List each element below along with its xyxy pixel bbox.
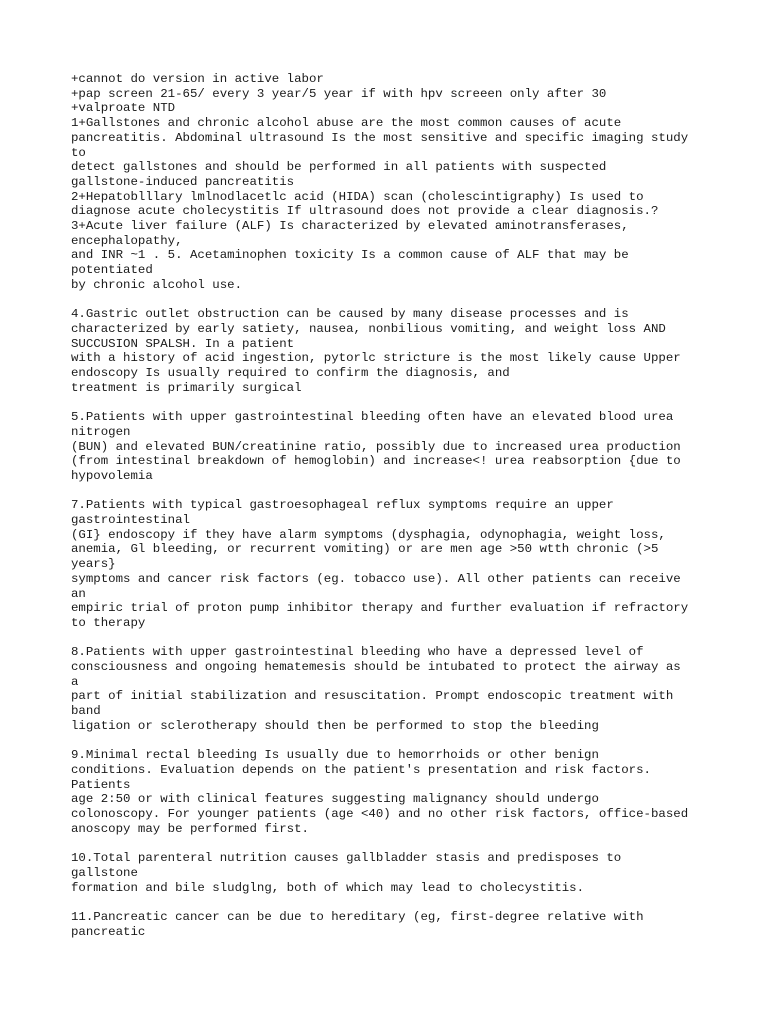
text-line: an (71, 586, 86, 601)
text-line: empiric trial of proton pump inhibitor therapy and further evaluation if refractory (71, 601, 689, 616)
text-line: a (71, 674, 79, 689)
text-line: gastrointestinal (71, 513, 190, 528)
text-line: encephalopathy, (71, 233, 183, 248)
text-line: hypovolemia (71, 468, 153, 483)
text-line: years} (71, 557, 116, 572)
text-line: diagnose acute cholecystitis If ultrasound does not provide a clear diagnosis.? (71, 204, 659, 219)
text-line: anoscopy may be performed first. (71, 821, 309, 836)
text-line: to therapy (71, 615, 146, 630)
text-line: Patients (71, 777, 131, 792)
text-line: pancreatitis. Abdominal ultrasound Is the most sensitive and specific imaging study (71, 130, 689, 145)
text-line: nitrogen (71, 424, 131, 439)
text-line: 11.Pancreatic cancer can be due to hereditary (eg, first-degree relative with (71, 909, 644, 924)
text-line: +cannot do version in active labor (71, 72, 324, 86)
paragraph (71, 307, 711, 395)
paragraph (71, 498, 711, 630)
text-line: ligation or sclerotherapy should then be performed to stop the bleeding (71, 718, 599, 733)
text-line: potentiated (71, 263, 153, 278)
document-page (71, 72, 711, 954)
text-line: band (71, 704, 101, 719)
text-line: 8.Patients with upper gastrointestinal bleeding who have a depressed level of (71, 645, 644, 660)
text-line: detect gallstones and should be performed in all patients with suspected (71, 160, 607, 175)
text-line: formation and bile sludglng, both of which may lead to cholecystitis. (71, 880, 585, 895)
text-line: 10.Total parenteral nutrition causes gallbladder stasis and predisposes to (71, 851, 622, 866)
text-line: to (71, 145, 86, 160)
text-line: (BUN) and elevated BUN/creatinine ratio, possibly due to increased urea production (71, 439, 681, 454)
paragraph (71, 851, 711, 895)
paragraph (71, 410, 711, 484)
text-line: gallstone-induced pancreatitis (71, 174, 295, 189)
paragraph (71, 910, 711, 939)
text-line: (GI} endoscopy if they have alarm symptoms (dysphagia, odynophagia, weight loss, (71, 527, 666, 542)
text-line: 5.Patients with upper gastrointestinal bleeding often have an elevated blood urea (71, 410, 674, 425)
text-line: endoscopy Is usually required to confirm the diagnosis, and (71, 366, 510, 381)
text-line: colonoscopy. For younger patients (age <40) and no other risk factors, office-based (71, 807, 689, 822)
text-line: age 2:50 or with clinical features suggesting malignancy should undergo (71, 792, 599, 807)
text-line: 9.Minimal rectal bleeding Is usually due to hemorrhoids or other benign (71, 748, 599, 763)
text-line: 4.Gastric outlet obstruction can be caused by many disease processes and is (71, 307, 629, 322)
text-line: +valproate NTD (71, 101, 176, 116)
text-line: conditions. Evaluation depends on the patient's presentation and risk factors. (71, 762, 651, 777)
paragraph (71, 645, 711, 733)
text-line: treatment is primarily surgical (71, 380, 302, 395)
text-line: consciousness and ongoing hematemesis should be intubated to protect the airway as (71, 660, 681, 675)
text-line: pancreatic (71, 924, 146, 939)
text-line: part of initial stabilization and resuscitation. Prompt endoscopic treatment with (71, 689, 674, 704)
text-line: gallstone (71, 865, 138, 880)
text-line: symptoms and cancer risk factors (eg. tobacco use). All other patients can receive (71, 571, 681, 586)
text-line: anemia, Gl bleeding, or recurrent vomiting) or are men age >50 wtth chronic (>5 (71, 542, 659, 557)
text-line: characterized by early satiety, nausea, nonbilious vomiting, and weight loss AND (71, 321, 666, 336)
paragraph (71, 72, 711, 293)
paragraph (71, 748, 711, 836)
text-line: and INR ~1 . 5. Acetaminophen toxicity Is a common cause of ALF that may be (71, 248, 629, 263)
text-line: 3+Acute liver failure (ALF) Is characterized by elevated aminotransferases, (71, 219, 629, 234)
text-line: 2+Hepatoblllary lmlnodlacetlc acid (HIDA) scan (cholescintigraphy) Is used to (71, 189, 644, 204)
text-line: SUCCUSION SPALSH. In a patient (71, 336, 295, 351)
text-line: 1+Gallstones and chronic alcohol abuse are the most common causes of acute (71, 116, 622, 131)
text-line: (from intestinal breakdown of hemoglobin) and increase<! urea reabsorption {due to (71, 454, 681, 469)
text-line: +pap screen 21-65/ every 3 year/5 year if with hpv screeen only after 30 (71, 86, 607, 101)
text-line: with a history of acid ingestion, pytorlc stricture is the most likely cause Upper (71, 351, 681, 366)
text-line: 7.Patients with typical gastroesophageal reflux symptoms require an upper (71, 498, 614, 513)
text-line: by chronic alcohol use. (71, 277, 243, 292)
